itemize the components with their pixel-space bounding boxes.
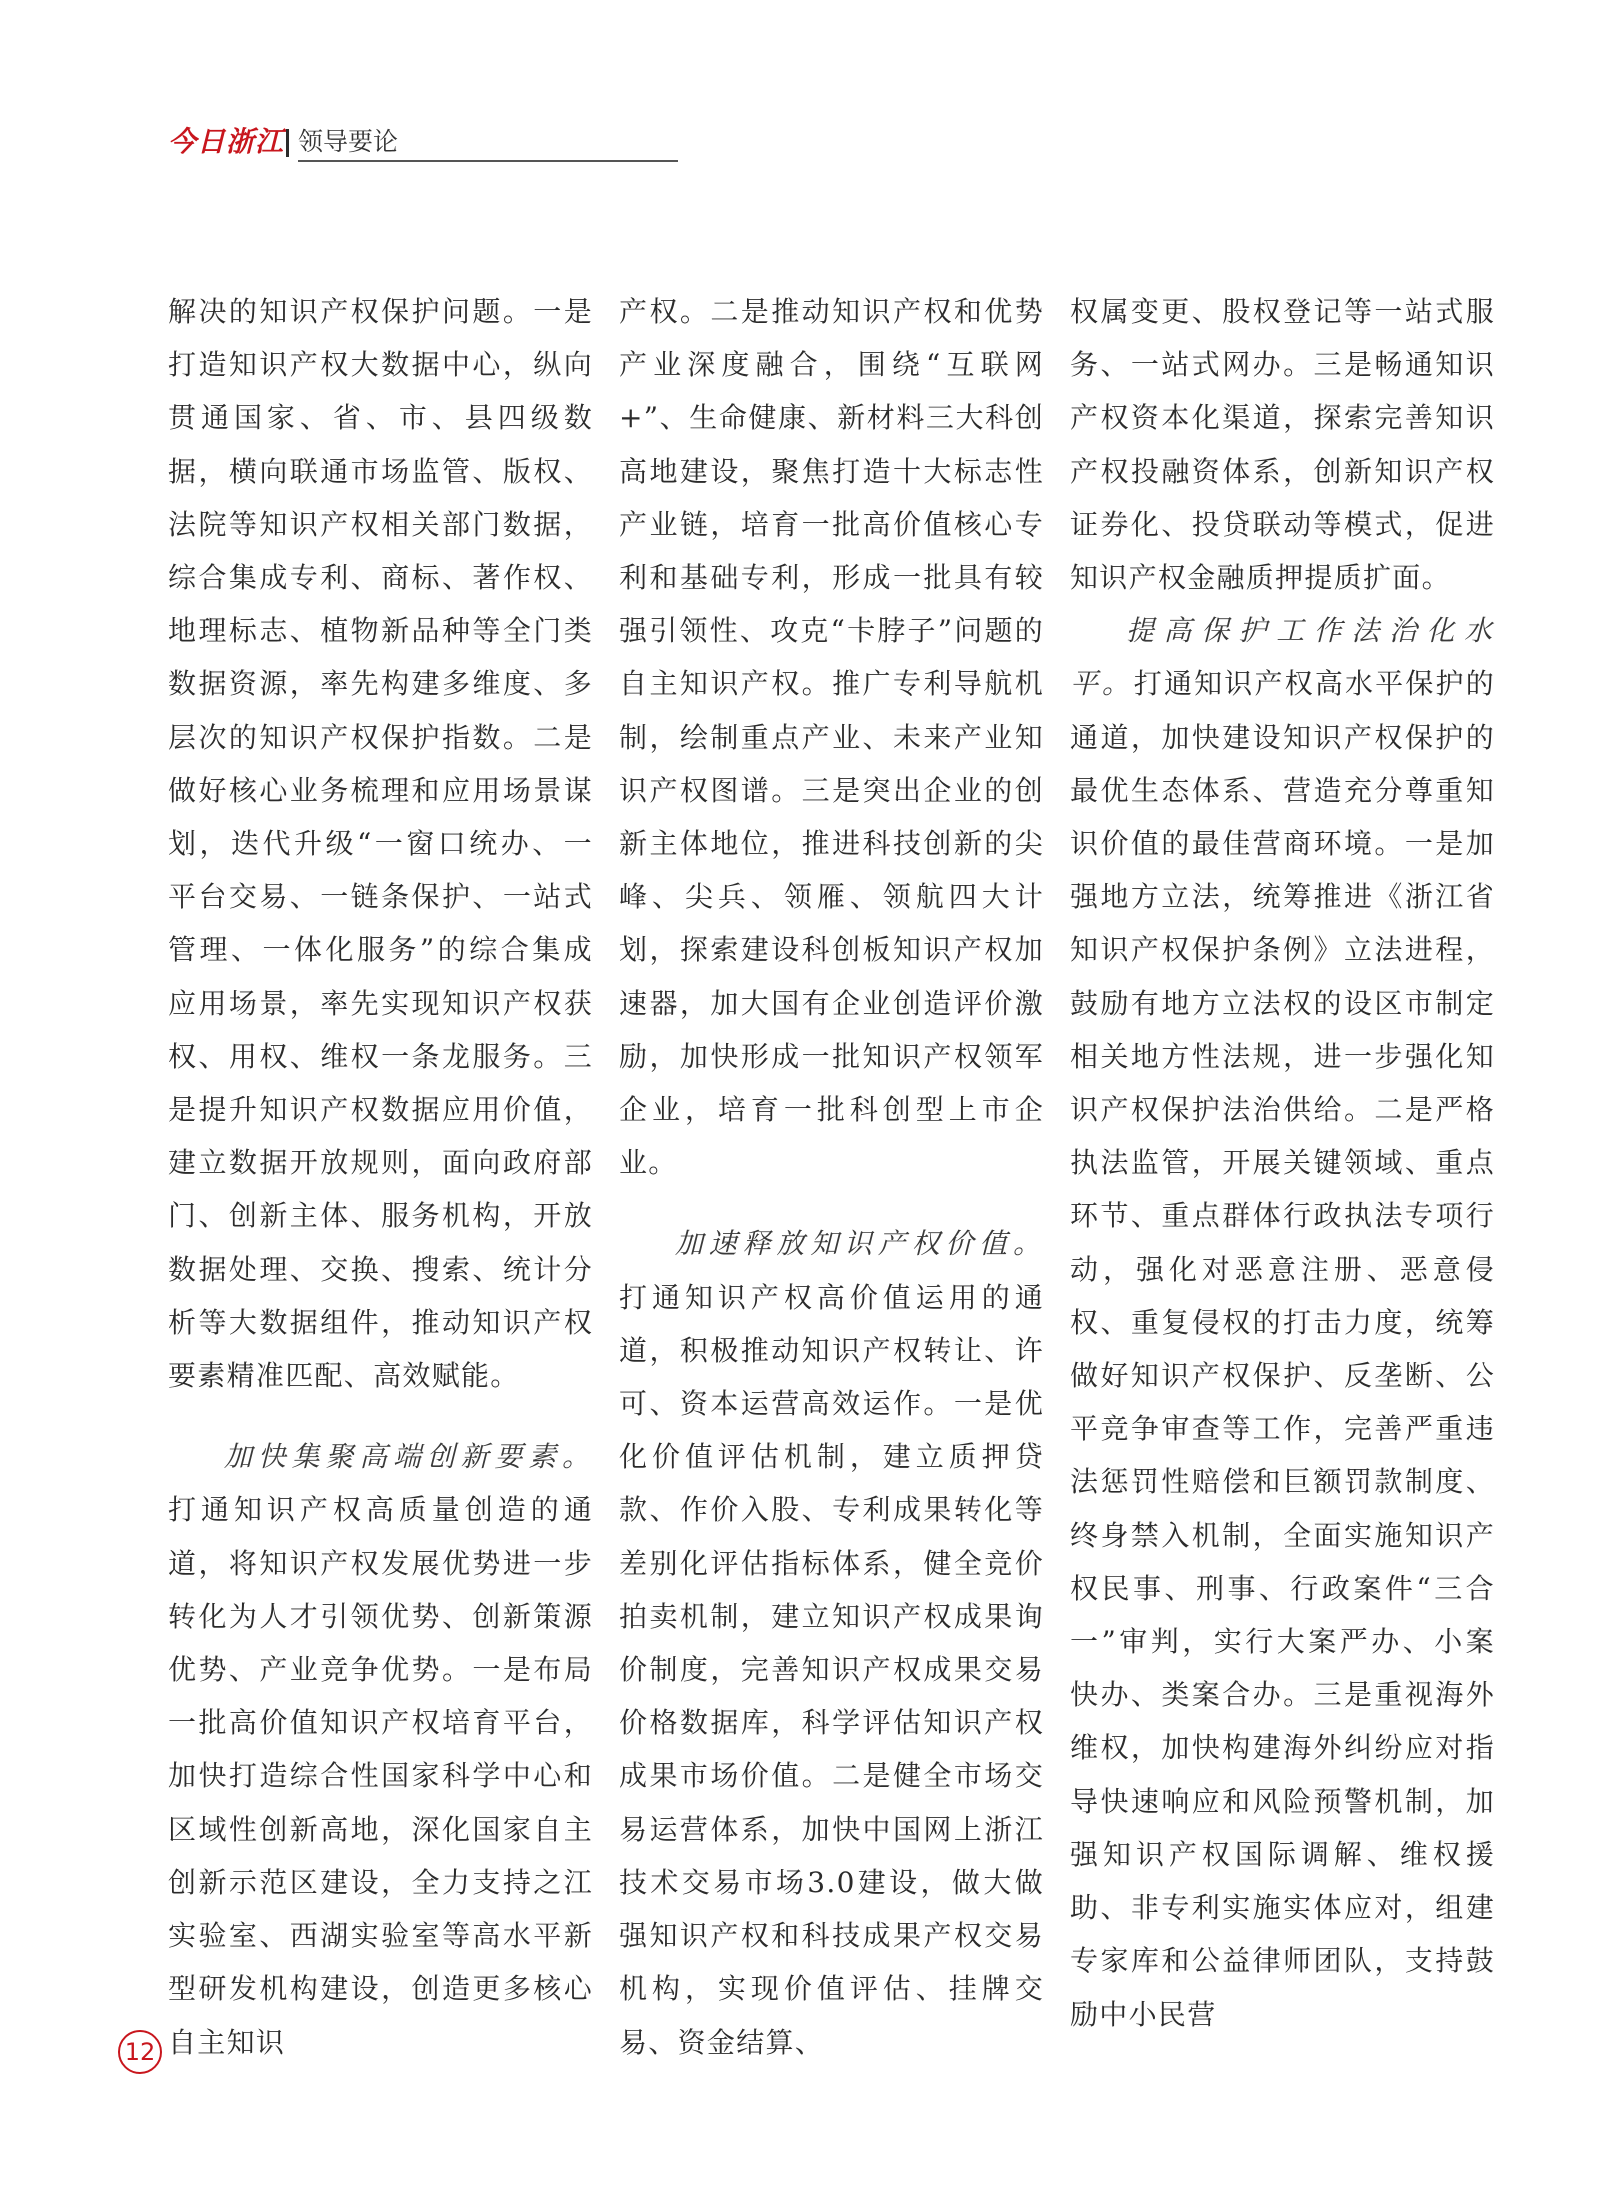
paragraph-heading: 加快集聚高端创新要素。 bbox=[224, 1440, 593, 1474]
paragraph-heading: 加速释放知识产权价值。 bbox=[675, 1227, 1044, 1261]
section-title: 领导要论 bbox=[298, 127, 399, 156]
paragraph bbox=[168, 285, 593, 1402]
page-number: 12 bbox=[118, 2030, 162, 2074]
paragraph bbox=[1070, 604, 1495, 2040]
paragraph-text: 产权。二是推动知识产权和优势产业深度融合，围绕“互联网+”、生命健康、新材料三大科创高地建设，聚焦打造十大标志性产业链，培育一批高价值核心专利和基础专利，形成一批具有较强引领性、攻克“卡脖子”问题的自主知识产权。推广专利导航机制，绘制重点产业、未来产业知识产权图谱。三是突出企业的创新主体地位，推进科技创新的尖峰、尖兵、领雁、领航四大计划，探索建设科创板知识产权加速器，加大国有企业创造评价激励，加快形成一批知识产权领军企业，培育一批科创型上市企业。 bbox=[619, 295, 1044, 1180]
paragraph bbox=[1070, 285, 1495, 604]
paragraph-text: 权属变更、股权登记等一站式服务、一站式网办。三是畅通知识产权资本化渠道，探索完善知识产权投融资体系，创新知识产权证券化、投贷联动等模式，促进知识产权金融质押提质扩面。 bbox=[1070, 295, 1495, 595]
article-column-2 bbox=[619, 285, 1044, 2069]
page-header bbox=[168, 126, 508, 158]
paragraph bbox=[619, 1217, 1044, 2068]
masthead-logo: 今日浙江 bbox=[168, 125, 285, 158]
header-rule bbox=[298, 160, 678, 162]
paragraph-text: 打通知识产权高价值运用的通道，积极推动知识产权转让、许可、资本运营高效运作。一是优化价值评估机制，建立质押贷款、作价入股、专利成果转化等差别化评估指标体系，健全竞价拍卖机制，建立知识产权成果询价制度，完善知识产权成果交易价格数据库，科学评估知识产权成果市场价值。二是健全市场交易运营体系，加快中国网上浙江技术交易市场3.0建设，做大做强知识产权和科技成果产权交易机构，实现价值评估、挂牌交易、资金结算、 bbox=[619, 1280, 1044, 2059]
paragraph-text: 打通知识产权高水平保护的通道，加快建设知识产权保护的最优生态体系、营造充分尊重知识价值的最佳营商环境。一是加强地方立法，统筹推进《浙江省知识产权保护条例》立法进程，鼓励有地方立法权的设区市制定相关地方性法规，进一步强化知识产权保护法治供给。二是严格执法监管，开展关键领域、重点环节、重点群体行政执法专项行动，强化对恶意注册、恶意侵权、重复侵权的打击力度，统筹做好知识产权保护、反垄断、公平竞争审查等工作，完善严重违法惩罚性赔偿和巨额罚款制度、终身禁入机制，全面实施知识产权民事、刑事、行政案件“三合一”审判，实行大案严办、小案快办、类案合办。三是重视海外维权，加快构建海外纠纷应对指导快速响应和风险预警机制，加强知识产权国际调解、维权援助、非专利实施实体应对，组建专家库和公益律师团队，支持鼓励中小民营 bbox=[1070, 667, 1495, 2031]
article-column-3 bbox=[1070, 285, 1495, 2041]
paragraph-text: 打通知识产权高质量创造的通道，将知识产权发展优势进一步转化为人才引领优势、创新策源优势、产业竞争优势。一是布局一批高价值知识产权培育平台，加快打造综合性国家科学中心和区域性创新高地，深化国家自主创新示范区建设，全力支持之江实验室、西湖实验室等高水平新型研发机构建设，创造更多核心自主知识 bbox=[168, 1493, 593, 2059]
paragraph bbox=[168, 1430, 593, 2068]
paragraph-heading: 提高保护工作法治化水平。 bbox=[1070, 614, 1495, 701]
paragraph-text: 解决的知识产权保护问题。一是打造知识产权大数据中心，纵向贯通国家、省、市、县四级数据，横向联通市场监管、版权、法院等知识产权相关部门数据，综合集成专利、商标、著作权、地理标志、植物新品种等全门类数据资源，率先构建多维度、多层次的知识产权保护指数。二是做好核心业务梳理和应用场景谋划，迭代升级“一窗口统办、一平台交易、一链条保护、一站式管理、一体化服务”的综合集成应用场景，率先实现知识产权获权、用权、维权一条龙服务。三是提升知识产权数据应用价值，建立数据开放规则，面向政府部门、创新主体、服务机构，开放数据处理、交换、搜索、统计分析等大数据组件，推动知识产权要素精准匹配、高效赋能。 bbox=[168, 295, 593, 1393]
article-column-1 bbox=[168, 285, 593, 2069]
header-divider bbox=[286, 129, 289, 157]
paragraph bbox=[619, 285, 1044, 1189]
